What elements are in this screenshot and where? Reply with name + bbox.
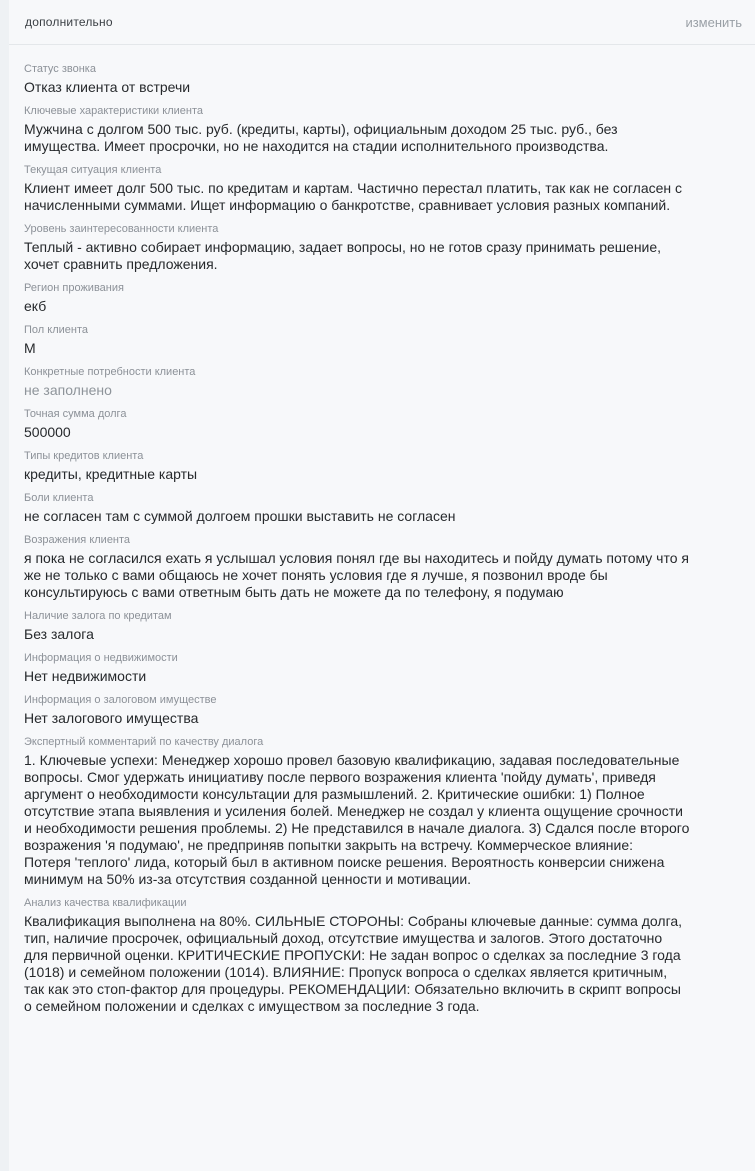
info-field	[24, 651, 745, 685]
field-label: Конкретные потребности клиента	[24, 366, 196, 378]
info-field	[24, 896, 745, 1015]
field-label: Боли клиента	[24, 492, 94, 504]
field-label: Пол клиента	[24, 324, 88, 336]
info-field	[24, 323, 745, 357]
field-value: М	[24, 340, 36, 356]
field-label: Возражения клиента	[24, 534, 131, 546]
info-field	[24, 62, 745, 96]
panel-header	[9, 0, 755, 45]
field-value: Теплый - активно собирает информацию, задает вопросы, но не готов сразу принимать решение, хочет сравнить предложения.	[24, 239, 662, 272]
field-label: Уровень заинтересованности клиента	[24, 223, 219, 235]
field-value: не заполнено	[24, 382, 112, 398]
field-label: Экспертный комментарий по качеству диалога	[24, 736, 264, 748]
field-value: кредиты, кредитные карты	[24, 466, 198, 482]
fields-list	[9, 45, 755, 1015]
field-value: Отказ клиента от встречи	[24, 79, 191, 95]
field-label: Точная сумма долга	[24, 408, 127, 420]
info-field	[24, 533, 745, 601]
field-value: 1. Ключевые успехи: Менеджер хорошо провел базовую квалификацию, задавая последовательные вопросы. Смог удержать инициативу после первого возражения клиента 'пойду думать', приведя аргумент о необходимости консультации для размышлений. 2. Критические ошибки: 1) Полное отсутствие этапа выявления и усиления болей. Менеджер не создал у клиента ощущение срочности и необходимости решения проблемы. 2) Не представился в начале диалога. 3) Сдался после второго возражения 'я подумаю', не предприняв попытки закрыть на встречу. Коммерческое влияние: Потеря 'теплого' лида, который был в активном поиске решения. Вероятность конверсии снижена минимум на 50% из-за отсутствия созданной ценности и мотивации.	[24, 752, 690, 887]
info-field	[24, 693, 745, 727]
field-label: Наличие залога по кредитам	[24, 610, 172, 622]
field-label: Регион проживания	[24, 282, 124, 294]
edit-link[interactable]: изменить	[685, 14, 742, 30]
info-field	[24, 281, 745, 315]
field-value: Мужчина с долгом 500 тыс. руб. (кредиты, карты), официальным доходом 25 тыс. руб., без имущества. Имеет просрочки, но не находится на стадии исполнительного производства.	[24, 121, 618, 154]
field-label: Информация о залоговом имуществе	[24, 694, 217, 706]
info-field	[24, 104, 745, 155]
field-value: я пока не согласился ехать я услышал условия понял где вы находитесь и пойду думать потому что я же не только с вами общаюсь не хочет понять условия где я лучше, я позвонил вроде бы консультируюсь с вами ответным быть дать не можете да по телефону, я подумаю	[24, 550, 689, 600]
info-field	[24, 735, 745, 888]
info-field	[24, 491, 745, 525]
info-field	[24, 163, 745, 214]
info-field	[24, 407, 745, 441]
panel-title: дополнительно	[25, 15, 113, 29]
field-value: Нет недвижимости	[24, 668, 147, 684]
field-label: Анализ качества квалификации	[24, 897, 187, 909]
field-label: Ключевые характеристики клиента	[24, 105, 203, 117]
field-label: Статус звонка	[24, 63, 96, 75]
field-value: не согласен там с суммой долгоем прошки выставить не согласен	[24, 508, 456, 524]
field-value: 500000	[24, 424, 71, 440]
field-value: Без залога	[24, 626, 94, 642]
field-value: екб	[24, 298, 47, 314]
info-field	[24, 222, 745, 273]
field-label: Информация о недвижимости	[24, 652, 178, 664]
field-value: Квалификация выполнена на 80%. СИЛЬНЫЕ СТОРОНЫ: Собраны ключевые данные: сумма долга, тип, наличие просрочек, официальный доход, отсутствие имущества и залогов. Этого достаточно для первичной оценки. КРИТИЧЕСКИЕ ПРОПУСКИ: Не задан вопрос о сделках за последние 3 года (1018) и семейном положении (1014). ВЛИЯНИЕ: Пропуск вопроса о сделках является критичным, так как это стоп-фактор для процедуры. РЕКОМЕНДАЦИИ: Обязательно включить в скрипт вопросы о семейном положении и сделках с имуществом за последние 3 года.	[24, 913, 683, 1014]
info-field	[24, 365, 745, 399]
info-field	[24, 449, 745, 483]
additional-info-panel	[9, 0, 755, 1171]
info-field	[24, 609, 745, 643]
field-value: Клиент имеет долг 500 тыс. по кредитам и картам. Частично перестал платить, так как не согласен с начисленными суммами. Ищет информацию о банкротстве, сравнивает условия разных компаний.	[24, 180, 683, 213]
field-label: Текущая ситуация клиента	[24, 164, 162, 176]
field-label: Типы кредитов клиента	[24, 450, 144, 462]
field-value: Нет залогового имущества	[24, 710, 199, 726]
